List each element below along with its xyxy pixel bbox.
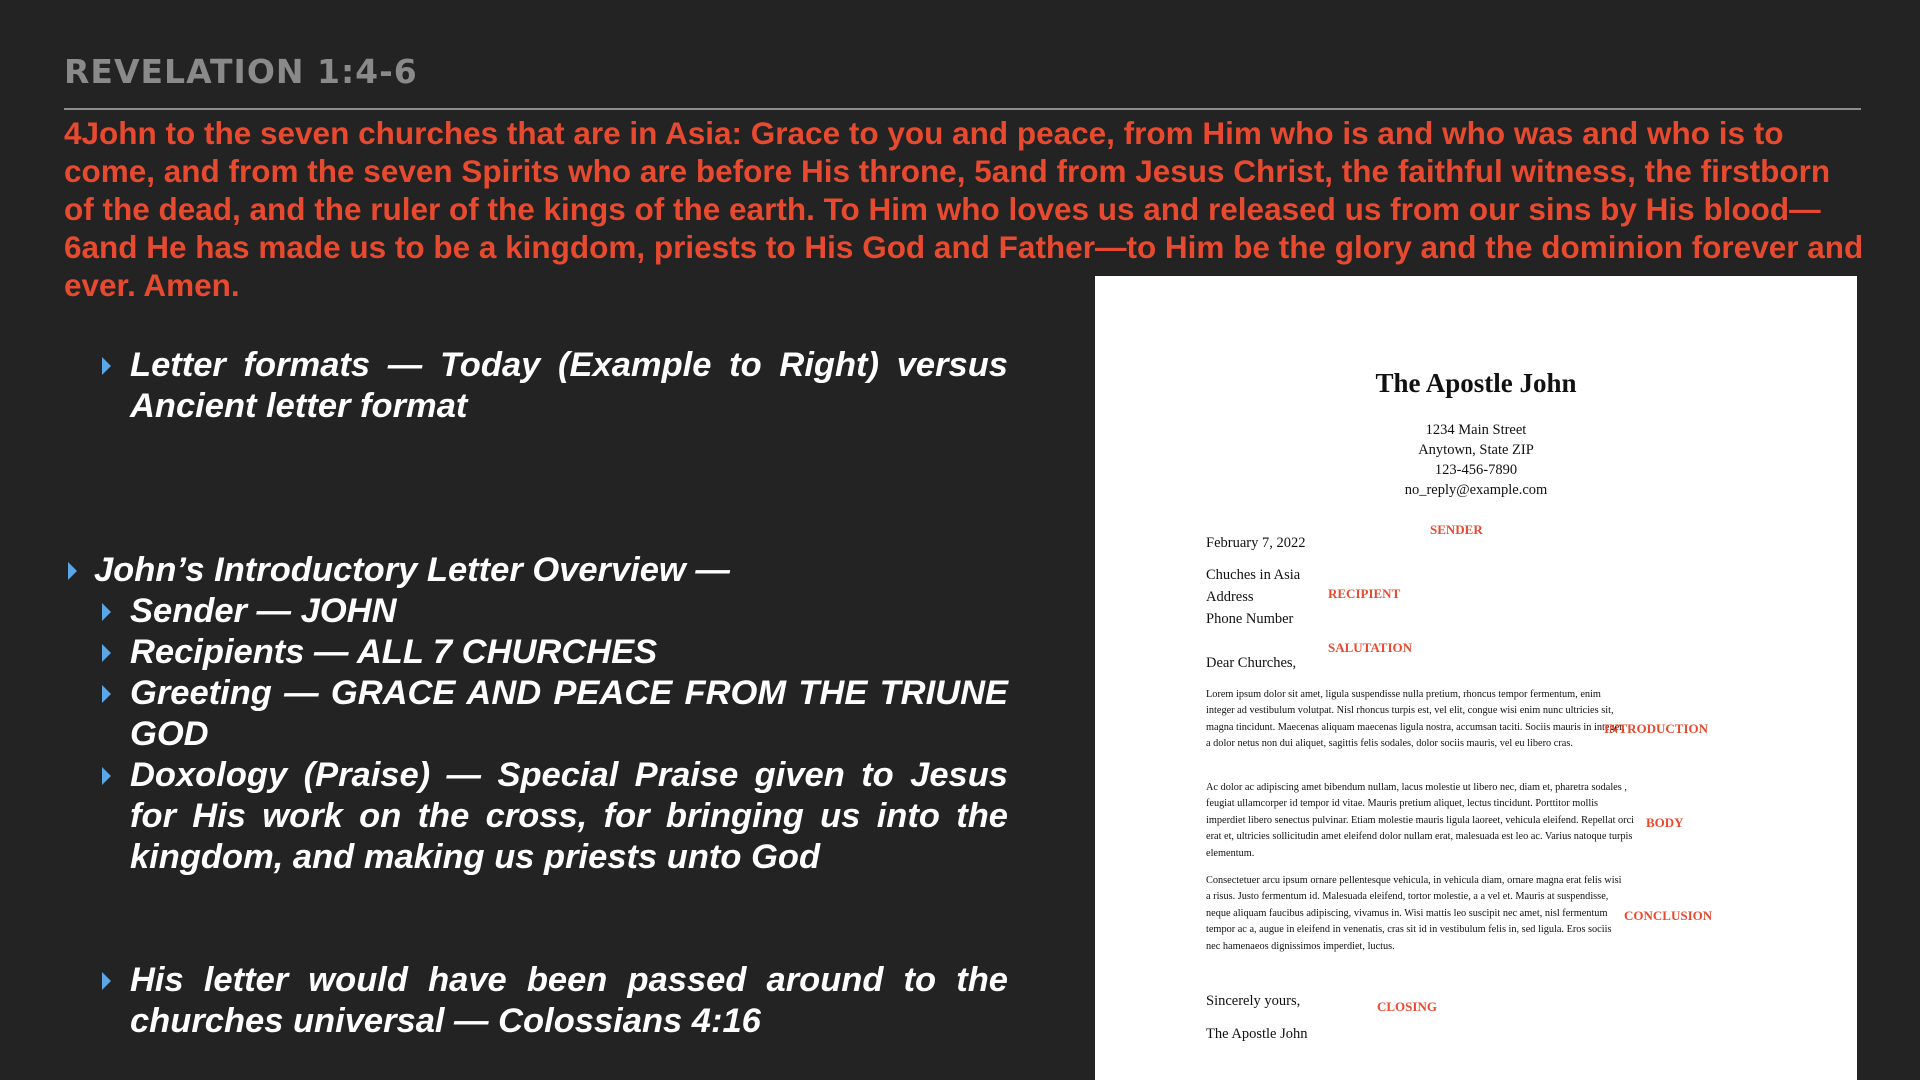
bullet-arrow-icon (102, 767, 111, 785)
letter-recipient: Chuches in Asia Address Phone Number (1206, 567, 1301, 627)
title-divider (64, 108, 1861, 110)
letter-sender-address: 1234 Main Street Anytown, State ZIP 123-456-7890 no_reply@example.com (1404, 422, 1548, 498)
letter-conclusion: Consectetuer arcu ipsum ornare pellentesque vehicula, in vehicula diam, ornare magna erat felis wisi a risus. Justo fermentum id. Malesuada eleifend, tortor molestie, a a vel et. Mauris at suspendisse, neque aliquam faucibus adipiscing, vivamus in. Wisi mattis leo suscipit nec amet, nisl fermentum tempor ac a, augue in eleifend in venenatis, cras sit id in vestibulum felis in, sed ligula. Eros sociis nec hamenaeos dignissimos imperdiet, luctus. (1206, 875, 1622, 952)
bullet-recipients: Recipients — ALL 7 CHURCHES (64, 632, 1008, 673)
label-sender: SENDER (1430, 522, 1483, 537)
bullet-letter-formats: Letter formats — Today (Example to Right) versus Ancient letter format (64, 345, 1008, 427)
letter-sender-name: The Apostle John (1375, 368, 1577, 398)
bullet-arrow-icon (102, 357, 111, 375)
letter-introduction: Lorem ipsum dolor sit amet, ligula suspendisse nulla pretium, rhoncus tempor fermentum, enim integer ad vestibulum volutpat. Nisl rhoncus turpis est, vel elit, congue wisi enim nunc ultricies sit, magna tincidunt. Maecenas aliquam maecenas ligula nostra, accumsan taciti. Sociis mauris in integer, a dolor netus non dui aliquet, sagittis felis sodales, dolor sociis mauris, vel eu libero cras. (1206, 689, 1625, 750)
label-introduction: INTRODUCTION (1604, 721, 1709, 736)
bullet-list (64, 345, 1008, 1042)
bullet-arrow-icon (102, 972, 111, 990)
bullet-arrow-icon (68, 562, 77, 580)
bullet-arrow-icon (102, 685, 111, 703)
letter-closing: Sincerely yours, (1206, 993, 1301, 1009)
letter-date: February 7, 2022 (1206, 535, 1306, 551)
label-salutation: SALUTATION (1328, 640, 1413, 655)
letter-body: Ac dolor ac adipiscing amet bibendum nullam, lacus molestie ut libero nec, diam et, pharetra sodales , feugiat ullamcorper id tempor id vitae. Mauris pretium aliquet, lectus tincidunt. Porttitor mollis imperdiet libero senectus pulvinar. Etiam molestie mauris ligula laoreet, vehicula eleifend. Repellat orci erat et, ultricies sollicitudin amet eleifend dolor nullam erat, malesuada est leo ac. Varius natoque turpis elementum. (1206, 782, 1635, 859)
bullet-sender: Sender — JOHN (64, 591, 1008, 632)
bullet-arrow-icon (102, 603, 111, 621)
scripture-passage: 4John to the seven churches that are in Asia: Grace to you and peace, from Him who is and who was and who is to come, and from the seven Spirits who are before His throne, 5and from Jesus Christ, the faithful witness, the firstborn of the dead, and the ruler of the kings of the earth. To Him who loves us and released us from our sins by His blood— 6and He has made us to be a kingdom, priests to His God and Father—to Him be the glory and the dominion forever and ever. Amen. (64, 115, 1864, 303)
label-recipient: RECIPIENT (1328, 586, 1401, 601)
bullet-greeting: Greeting — GRACE AND PEACE FROM THE TRIUNE GOD (64, 673, 1008, 755)
slide-title: REVELATION 1:4-6 (64, 52, 418, 91)
bullet-letter-overview: John’s Introductory Letter Overview — (64, 550, 1008, 591)
label-conclusion: CONCLUSION (1624, 908, 1713, 923)
example-letter (1095, 276, 1857, 1080)
bullet-arrow-icon (102, 644, 111, 662)
bullet-passed-around: His letter would have been passed around to the churches universal — Colossians 4:16 (64, 960, 1008, 1042)
label-body: BODY (1646, 815, 1684, 830)
letter-salutation: Dear Churches, (1206, 655, 1297, 671)
bullet-doxology: Doxology (Praise) — Special Praise given to Jesus for His work on the cross, for bringing us into the kingdom, and making us priests unto God (64, 755, 1008, 878)
label-closing: CLOSING (1377, 999, 1437, 1014)
letter-signature: The Apostle John (1206, 1026, 1308, 1042)
